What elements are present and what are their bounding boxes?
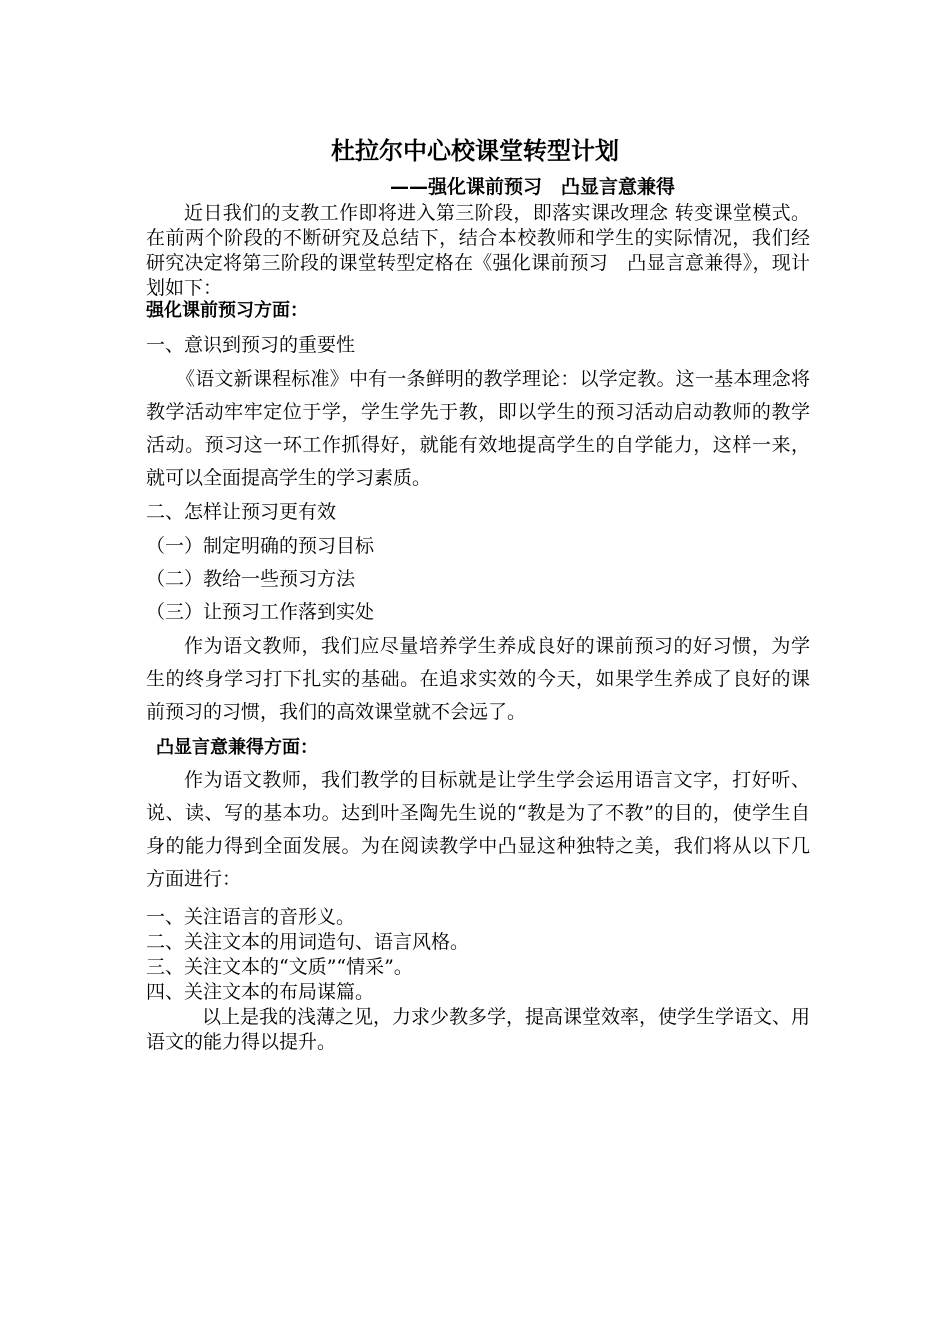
intro-paragraph: 近日我们的支教工作即将进入第三阶段，即落实课改理念 转变课堂模式。在前两个阶段的不断研究及总结下，结合本校教师和学生的实际情况，我们经研究决定将第三阶段的课堂转型定格在《强化课前预习 凸显言意兼得》，现计划如下： <box>146 202 810 299</box>
document-subtitle: ——强化课前预习 凸显言意兼得 <box>390 176 676 198</box>
subpoint-item: （二）教给一些预习方法 <box>146 568 356 590</box>
focus-list <box>146 905 810 1005</box>
list-item: 一、关注语言的音形义。 <box>146 906 356 928</box>
conclusion-paragraph: 以上是我的浅薄之见，力求少教多学，提高课堂效率，使学生学语文、用语文的能力得以提升。 <box>146 1006 811 1053</box>
list-item: 三、关注文本的“文质”“情采”。 <box>146 956 413 978</box>
list-item: 四、关注文本的布局谋篇。 <box>146 981 375 1003</box>
subpoint-item: （一）制定明确的预习目标 <box>146 535 375 557</box>
section-heading-language: 凸显言意兼得方面： <box>156 737 318 758</box>
section-heading-preview: 强化课前预习方面： <box>146 300 308 321</box>
document-title: 杜拉尔中心校课堂转型计划 <box>331 137 619 165</box>
point-effective: 二、怎样让预习更有效 <box>146 501 337 523</box>
paragraph-importance: 《语文新课程标准》中有一条鲜明的教学理论：以学定教。这一基本理念将教学活动牢牢定位于学，学生学先于教，即以学生的预习活动启动教师的教学活动。预习这一环工作抓得好，就能有效地提高学生的自学能力，这样一来，就可以全面提高学生的学习素质。 <box>146 368 810 489</box>
paragraph-teacher-role: 作为语文教师，我们应尽量培养学生养成良好的课前预习的好习惯，为学生的终身学习打下扎实的基础。在追求实效的今天，如果学生养成了良好的课前预习的习惯，我们的高效课堂就不会远了。 <box>146 635 810 723</box>
point-importance: 一、意识到预习的重要性 <box>146 334 356 356</box>
list-item: 二、关注文本的用词造句、语言风格。 <box>146 931 470 953</box>
subpoint-item: （三）让预习工作落到实处 <box>146 601 375 623</box>
paragraph-teaching-goal: 作为语文教师，我们教学的目标就是让学生学会运用语言文字，打好听、说、读、写的基本功。达到叶圣陶先生说的“教是为了不教”的目的，使学生自身的能力得到全面发展。为在阅读教学中凸显这种独特之美，我们将从以下几方面进行： <box>146 769 810 890</box>
